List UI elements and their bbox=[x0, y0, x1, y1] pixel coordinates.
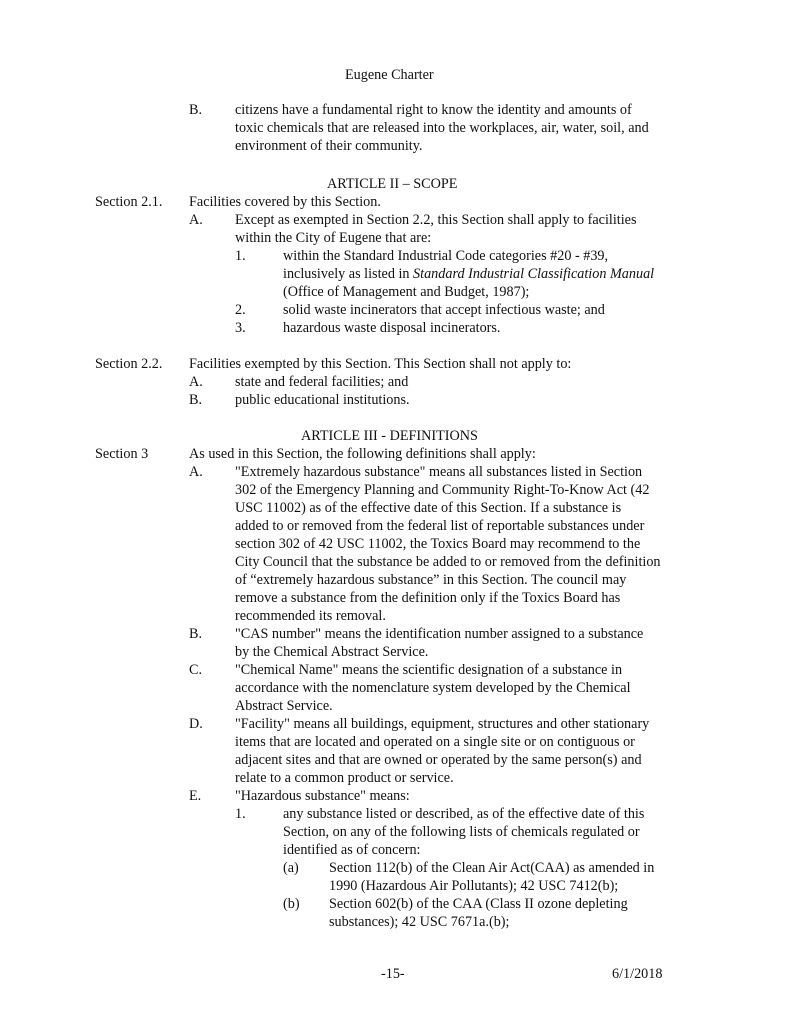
section-3-intro: As used in this Section, the following definitions shall apply: bbox=[189, 446, 536, 462]
text-line: toxic chemicals that are released into the workplaces, air, water, soil, and bbox=[235, 120, 649, 136]
text-span: inclusively as listed in bbox=[283, 266, 414, 282]
article-2-heading: ARTICLE II – SCOPE bbox=[327, 176, 458, 192]
text-line: 302 of the Emergency Planning and Community Right-To-Know Act (42 bbox=[235, 482, 650, 498]
def-e1-paragraph bbox=[283, 805, 644, 859]
text-line: accordance with the nomenclature system developed by the Chemical bbox=[235, 680, 631, 696]
text-line: substances); 42 USC 7671a.(b); bbox=[329, 914, 510, 930]
page-number: -15- bbox=[381, 966, 405, 982]
section-2-1-title: Facilities covered by this Section. bbox=[189, 194, 381, 210]
s21-item-2-text: solid waste incinerators that accept infectious waste; and bbox=[283, 302, 605, 318]
def-ea-marker: (a) bbox=[283, 860, 299, 876]
text-line: by the Chemical Abstract Service. bbox=[235, 644, 429, 660]
intro-paragraph bbox=[235, 101, 649, 155]
text-line: adjacent sites and that are owned or operated by the same person(s) and bbox=[235, 752, 642, 768]
text-line: USC 11002) as of the effective date of this Section. If a substance is bbox=[235, 500, 622, 516]
text-line: 1990 (Hazardous Air Pollutants); 42 USC 7412(b); bbox=[329, 878, 619, 894]
article-3-heading: ARTICLE III - DEFINITIONS bbox=[301, 428, 478, 444]
s21-a-marker: A. bbox=[189, 212, 203, 228]
s21-item-3-text: hazardous waste disposal incinerators. bbox=[283, 320, 501, 336]
manual-title-italic: Standard Industrial Classification Manual bbox=[413, 266, 655, 282]
s21-item-1-text bbox=[283, 247, 654, 301]
def-c-paragraph bbox=[235, 661, 631, 715]
def-d-paragraph bbox=[235, 715, 649, 787]
text-line: Except as exempted in Section 2.2, this Section shall apply to facilities bbox=[235, 212, 637, 228]
text-line: Section, on any of the following lists of chemicals regulated or bbox=[283, 824, 640, 840]
s22-a-marker: A. bbox=[189, 374, 203, 390]
text-line: Section 602(b) of the CAA (Class II ozone depleting bbox=[329, 896, 628, 912]
s22-b-text: public educational institutions. bbox=[235, 392, 410, 408]
text-line: (Office of Management and Budget, 1987); bbox=[283, 284, 530, 300]
text-line bbox=[283, 265, 654, 283]
def-a-paragraph bbox=[235, 463, 661, 625]
def-eb-marker: (b) bbox=[283, 896, 300, 912]
text-line: Abstract Service. bbox=[235, 698, 333, 714]
text-line: remove a substance from the definition only if the Toxics Board has bbox=[235, 590, 621, 606]
text-line: City Council that the substance be added to or removed from the definition bbox=[235, 554, 661, 570]
section-3-label: Section 3 bbox=[95, 446, 149, 462]
s21-item-1-marker: 1. bbox=[235, 248, 246, 264]
text-line: relate to a common product or service. bbox=[235, 770, 454, 786]
text-line: any substance listed or described, as of the effective date of this bbox=[283, 806, 645, 822]
text-line: within the Standard Industrial Code categories #20 - #39, bbox=[283, 248, 609, 264]
text-line: Section 112(b) of the Clean Air Act(CAA) as amended in bbox=[329, 860, 655, 876]
s21-item-3-marker: 3. bbox=[235, 320, 246, 336]
footer-date: 6/1/2018 bbox=[612, 966, 663, 982]
section-2-2-label: Section 2.2. bbox=[95, 356, 163, 372]
text-line: "CAS number" means the identification number assigned to a substance bbox=[235, 626, 644, 642]
def-e-text: "Hazardous substance" means: bbox=[235, 788, 410, 804]
s21-a-paragraph bbox=[235, 211, 637, 247]
def-ea-paragraph bbox=[329, 859, 654, 895]
def-a-marker: A. bbox=[189, 464, 203, 480]
def-b-marker: B. bbox=[189, 626, 203, 642]
def-e-marker: E. bbox=[189, 788, 202, 804]
s22-b-marker: B. bbox=[189, 392, 203, 408]
text-line: environment of their community. bbox=[235, 138, 423, 154]
text-line: "Extremely hazardous substance" means all substances listed in Section bbox=[235, 464, 643, 480]
section-2-2-title: Facilities exempted by this Section. This Section shall not apply to: bbox=[189, 356, 572, 372]
page-header-title: Eugene Charter bbox=[345, 67, 434, 83]
def-d-marker: D. bbox=[189, 716, 203, 732]
def-eb-paragraph bbox=[329, 895, 628, 931]
def-c-marker: C. bbox=[189, 662, 203, 678]
text-line: identified as of concern: bbox=[283, 842, 421, 858]
intro-marker: B. bbox=[189, 102, 203, 118]
text-line: added to or removed from the federal list of reportable substances under bbox=[235, 518, 645, 534]
text-line: citizens have a fundamental right to know the identity and amounts of bbox=[235, 102, 632, 118]
text-line: section 302 of 42 USC 11002, the Toxics Board may recommend to the bbox=[235, 536, 641, 552]
def-e1-marker: 1. bbox=[235, 806, 246, 822]
def-b-paragraph bbox=[235, 625, 643, 661]
s22-a-text: state and federal facilities; and bbox=[235, 374, 409, 390]
section-2-1-label: Section 2.1. bbox=[95, 194, 163, 210]
s21-item-2-marker: 2. bbox=[235, 302, 246, 318]
text-line: "Facility" means all buildings, equipment, structures and other stationary bbox=[235, 716, 650, 732]
text-line: recommended its removal. bbox=[235, 608, 386, 624]
text-line: of “extremely hazardous substance” in this Section. The council may bbox=[235, 572, 627, 588]
text-line: within the City of Eugene that are: bbox=[235, 230, 432, 246]
text-line: "Chemical Name" means the scientific designation of a substance in bbox=[235, 662, 623, 678]
text-line: items that are located and operated on a single site or on contiguous or bbox=[235, 734, 635, 750]
